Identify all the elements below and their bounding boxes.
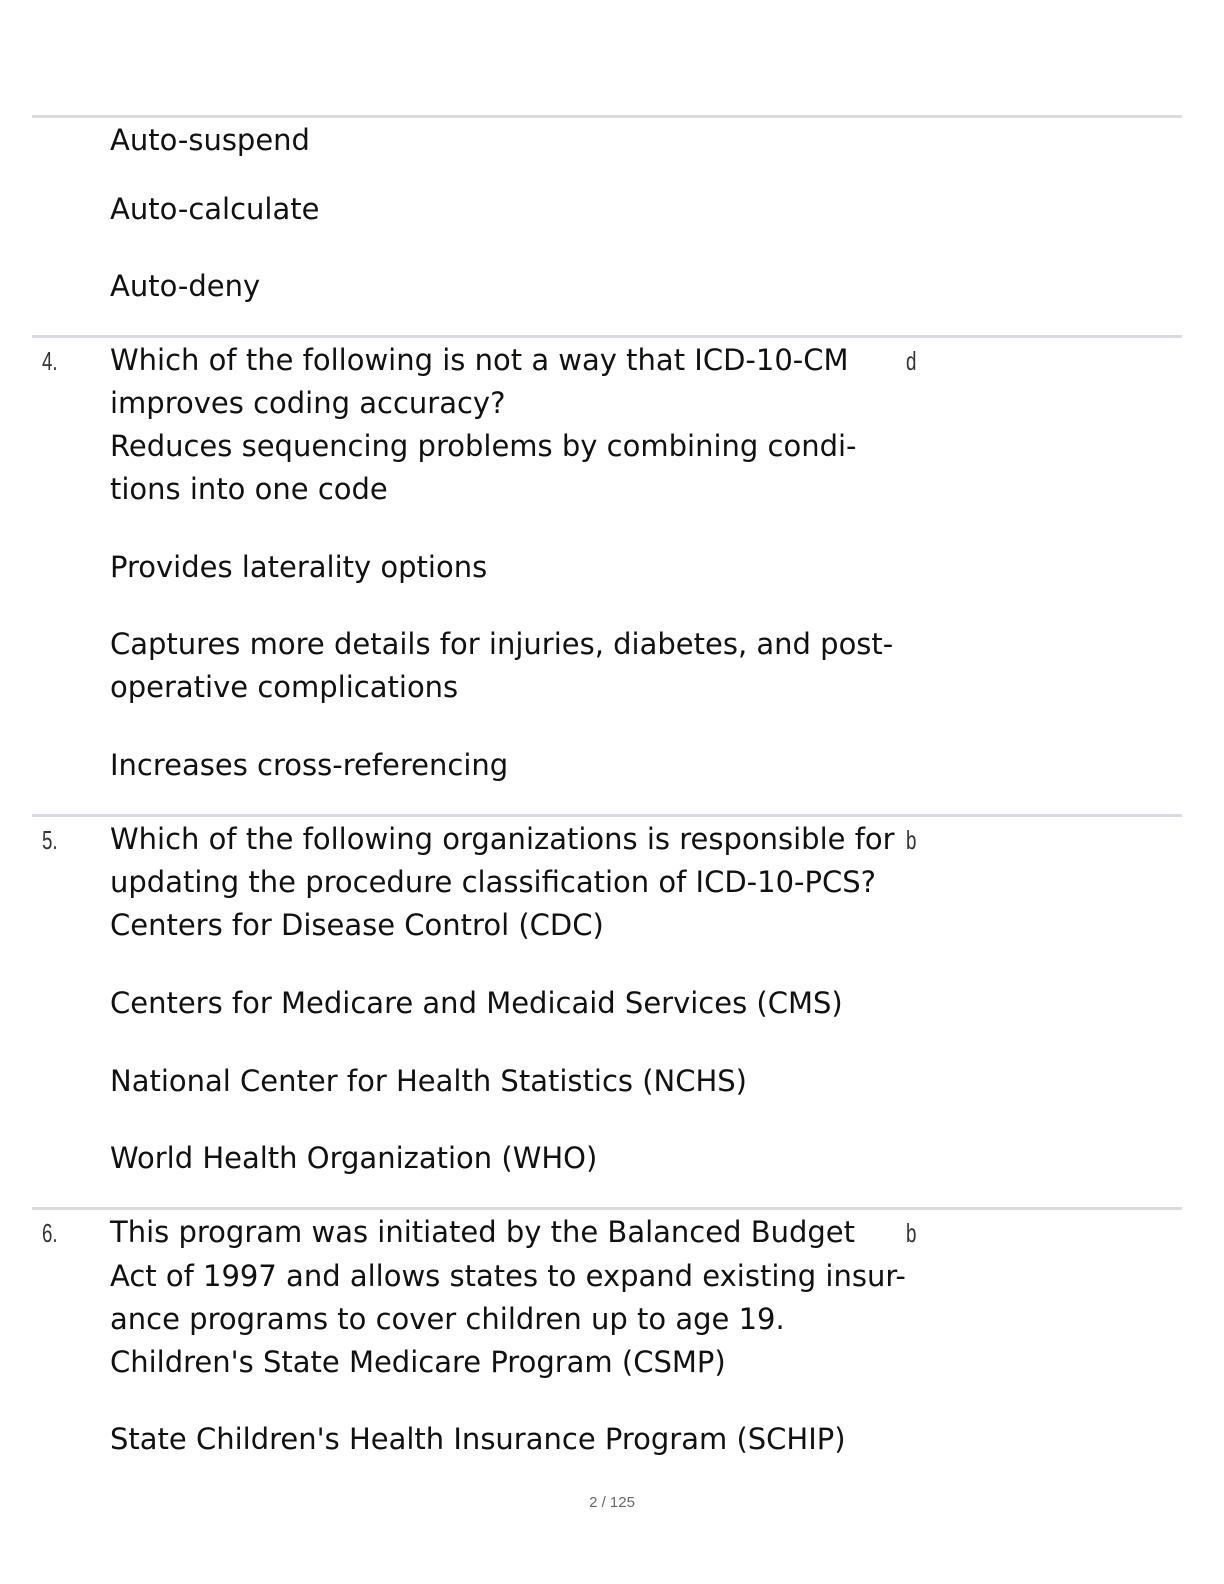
option-text: tions into one code — [110, 472, 388, 506]
option-text: Auto-suspend — [110, 123, 310, 157]
divider — [32, 814, 1182, 817]
answer-key: d — [906, 346, 917, 376]
answer-key: b — [906, 1218, 917, 1248]
option-text: operative complications — [110, 670, 459, 704]
option-text: Children's State Medicare Program (CSMP) — [110, 1345, 726, 1379]
question-prompt: This program was initiated by the Balanced Budget — [110, 1215, 856, 1249]
question-prompt: updating the procedure classification of ICD-10-PCS? — [110, 865, 877, 899]
question-prompt: Act of 1997 and allows states to expand existing insur- — [110, 1259, 906, 1293]
divider — [32, 335, 1182, 338]
question-number: 4. — [42, 346, 58, 376]
page-number: 2 / 125 — [589, 1494, 635, 1511]
option-text: Auto-deny — [110, 269, 261, 303]
option-text: Centers for Disease Control (CDC) — [110, 908, 604, 942]
divider — [32, 1207, 1182, 1210]
option-text: Provides laterality options — [110, 550, 488, 584]
option-text: Auto-calculate — [110, 192, 320, 226]
answer-key: b — [906, 825, 917, 855]
option-text: Captures more details for injuries, diabetes, and post- — [110, 627, 894, 661]
option-text: State Children's Health Insurance Program (SCHIP) — [110, 1422, 846, 1456]
option-text: Reduces sequencing problems by combining condi- — [110, 429, 857, 463]
question-prompt: Which of the following organizations is responsible for — [110, 822, 895, 856]
option-text: Centers for Medicare and Medicaid Services (CMS) — [110, 986, 843, 1020]
question-number: 6. — [42, 1218, 58, 1248]
question-prompt: improves coding accuracy? — [110, 386, 506, 420]
question-prompt: ance programs to cover children up to age 19. — [110, 1302, 785, 1336]
option-text: National Center for Health Statistics (NCHS) — [110, 1064, 747, 1098]
question-number: 5. — [42, 825, 58, 855]
question-prompt: Which of the following is not a way that ICD-10-CM — [110, 343, 849, 377]
option-text: World Health Organization (WHO) — [110, 1141, 598, 1175]
option-text: Increases cross-referencing — [110, 748, 509, 782]
divider — [32, 115, 1182, 118]
